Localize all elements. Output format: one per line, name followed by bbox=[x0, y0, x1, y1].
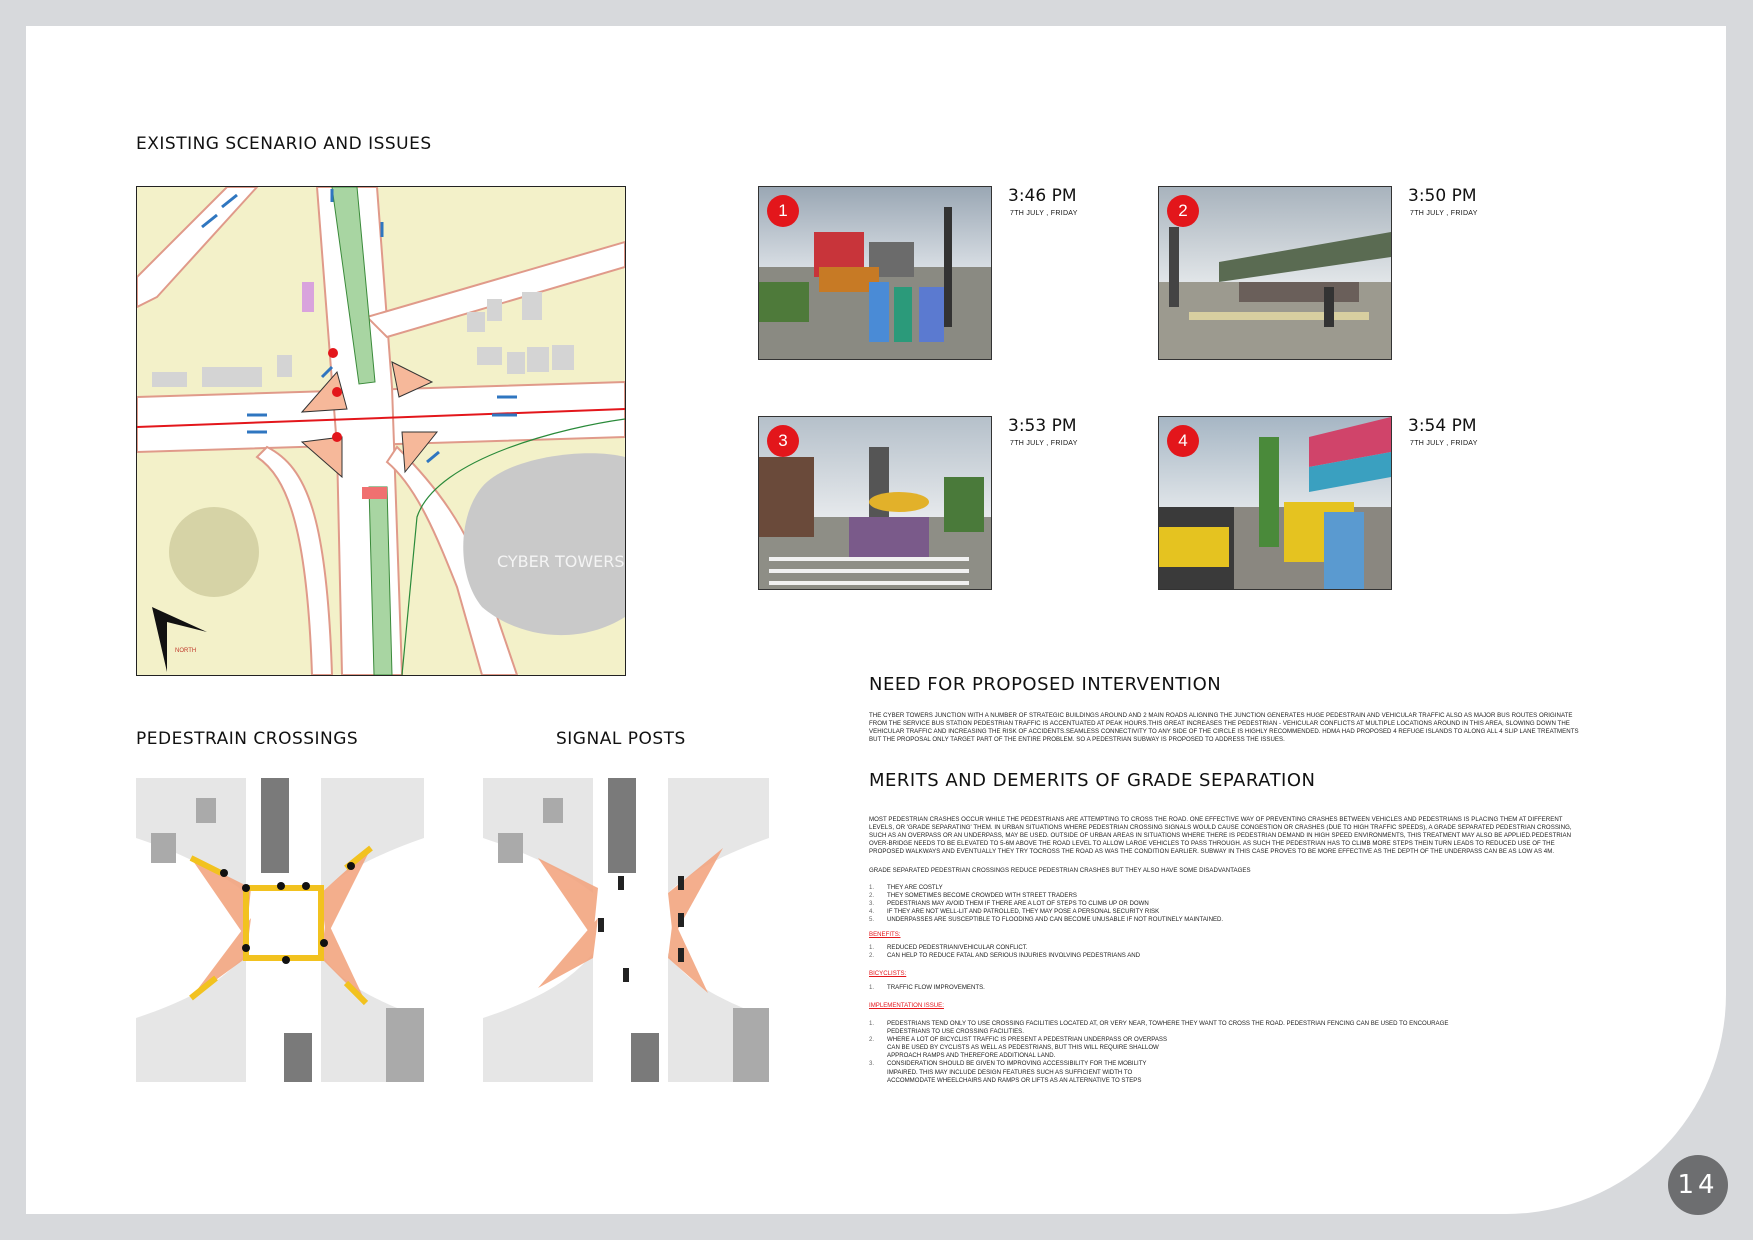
list-item: 1. REDUCED PEDESTRIAN/VEHICULAR CONFLICT. bbox=[869, 944, 1028, 951]
photo-number-badge: 2 bbox=[1167, 195, 1199, 227]
page-number: 14 bbox=[1668, 1155, 1728, 1215]
list-item: 1. TRAFFIC FLOW IMPROVEMENTS. bbox=[869, 984, 985, 991]
photo-2 bbox=[1158, 186, 1392, 360]
signal-posts-heading: SIGNAL POSTS bbox=[556, 729, 686, 749]
bicyclists-list bbox=[869, 984, 1584, 992]
pedestrian-crossings-diagram bbox=[136, 778, 424, 1082]
cyber-towers-label: CYBER TOWERS bbox=[497, 552, 625, 571]
photo-number-badge: 3 bbox=[767, 425, 799, 457]
list-item: 5. UNDERPASSES ARE SUSCEPTIBLE TO FLOODING AND CAN BECOME UNUSABLE IF NOT ROUTINELY MAINTAINED. bbox=[869, 916, 1224, 924]
north-label: NORTH bbox=[175, 648, 197, 654]
signal-posts-diagram bbox=[483, 778, 769, 1082]
implementation-list bbox=[869, 1020, 1469, 1085]
photo-3 bbox=[758, 416, 992, 590]
sheet bbox=[26, 26, 1726, 1214]
photo-2-time: 3:50 PM bbox=[1408, 186, 1477, 206]
existing-scenario-heading: EXISTING SCENARIO AND ISSUES bbox=[136, 134, 432, 154]
merits-paragraph: MOST PEDESTRIAN CRASHES OCCUR WHILE THE PEDESTRIANS ARE ATTEMPTING TO CROSS THE ROAD. ONE EFFECTIVE WAY OF PREVENTING CRASHES BETWEEN VEHICLES AND PEDESTRIANS IS PLACING THEM AT DIFFERENT LEVELS, OR 'GRADE SEPARATING' THEM. IN URBAN SITUATIONS WHERE PEDESTRIAN CROSSING SIGNALS WOULD CAUSE CONGESTION OR CRASHES (DUE TO HIGH TRAFFIC SPEEDS), A GRADE SEPARATED PEDESTRIAN CROSSING, SUCH AS AN OVERPASS OR AN UNDERPASS, MAY BE USED. OUTSIDE OF URBAN AREAS IN SITUATIONS WHERE THERE IS PEDESTRIAN DEMAND IN HIGH SPEED ENVIRONMENTS, THIS TREATMENT MAY ALSO BE APPLIED.PEDESTRIAN OVER-BRIDGE NEEDS TO BE ELEVATED TO 5-6M ABOVE THE ROAD LEVEL TO ALLOW LARGE VEHICLES TO PASS THROUGH. AS SUCH THE PEDESTRIAN HAS TO CLIMB MORE STEPS THEIN TURN LEADS TO REDUCED USE OF THE PROPOSED WALKWAYS AND EVENTUALLY THEY TRY TOCROSS THE ROAD AS WAS THE CONDITION EARLIER. SUBWAY IN THIS CASE PROVES TO BE MORE EFFECTIVE AS THE DEPTH OF THE UNDERPASS CAN BE AS LOW AS 4M. bbox=[869, 816, 1572, 856]
photo-2-date: 7TH JULY , FRIDAY bbox=[1410, 210, 1478, 217]
photo-1 bbox=[758, 186, 992, 360]
photo-number-badge: 1 bbox=[767, 195, 799, 227]
need-paragraph: THE CYBER TOWERS JUNCTION WITH A NUMBER OF STRATEGIC BUILDINGS AROUND AND 2 MAIN ROADS ALIGNING THE JUNCTION GENERATES HUGE PEDESTRAIN AND VEHICULAR TRAFFIC ALSO AS MAJOR BUS ROUTES ORIGINATE FROM THE SERVICE BUS STATION PEDESTRIAN TRAFFIC IS ACCENTUATED AT PEAK HOURS.THIS GREAT INCREASES THE PEDESTRIAN - VEHICULAR CONFLICTS AT MULTIPLE LOCATIONS AROUND IN THIS AREA, SLOWING DOWN THE VEHICULAR TRAFFIC AND INCREASING THE RISK OF ACCIDENTS.SEAMLESS CONNECTIVITY TO ANY SIDE OF THE CIRCLE IS HIGHLY RECOMMENDED. HDMA HAD PROPOSED 4 REFUGE ISLANDS TO ALONG ALL 4 SLIP LANE TREATMENTS BUT THE PROPOSAL ONLY TARGET PART OF THE ENTIRE PROBLEM. SO A PEDESTRIAN SUBWAY IS PROPOSED TO ADDRESS THE ISSUES. bbox=[869, 712, 1579, 744]
photo-4-time: 3:54 PM bbox=[1408, 416, 1477, 436]
list-item: 1. THEY ARE COSTLY bbox=[869, 884, 943, 891]
photo-4 bbox=[1158, 416, 1392, 590]
photo-number-badge: 4 bbox=[1167, 425, 1199, 457]
photo-4-date: 7TH JULY , FRIDAY bbox=[1410, 440, 1478, 447]
bicyclists-label: BICYCLISTS: bbox=[869, 970, 907, 977]
list-item: 4. IF THEY ARE NOT WELL-LIT AND PATROLLED, THEY MAY POSE A PERSONAL SECURITY RISK bbox=[869, 908, 1160, 916]
disadvantages-intro: GRADE SEPARATED PEDESTRIAN CROSSINGS REDUCE PEDESTRIAN CRASHES BUT THEY ALSO HAVE SOME DISADVANTAGES bbox=[869, 867, 1251, 874]
list-item: 2. CAN HELP TO REDUCE FATAL AND SERIOUS INJURIES INVOLVING PEDESTRIANS AND bbox=[869, 952, 1141, 960]
photo-3-time: 3:53 PM bbox=[1008, 416, 1077, 436]
list-item: 2. WHERE A LOT OF BICYCLIST TRAFFIC IS PRESENT A PEDESTRIAN UNDERPASS OR OVERPASS CAN BE USED BY CYCLISTS AS WELL AS PEDESTRIANS, BUT THIS WILL REQUIRE SHALLOW APPROACH RAMPS AND THEREFORE ADDITIONAL LAND. bbox=[869, 1036, 1168, 1060]
merits-heading: MERITS AND DEMERITS OF GRADE SEPARATION bbox=[869, 770, 1316, 791]
need-heading: NEED FOR PROPOSED INTERVENTION bbox=[869, 674, 1222, 695]
list-item: 2. THEY SOMETIMES BECOME CROWDED WITH STREET TRADERS bbox=[869, 892, 1077, 900]
photo-3-date: 7TH JULY , FRIDAY bbox=[1010, 440, 1078, 447]
junction-map bbox=[136, 186, 626, 676]
pedestrian-crossings-heading: PEDESTRAIN CROSSINGS bbox=[136, 729, 359, 749]
photo-1-time: 3:46 PM bbox=[1008, 186, 1077, 206]
list-item: 1. PEDESTRIANS TEND ONLY TO USE CROSSING FACILITIES LOCATED AT, OR VERY NEAR, TOWHERE THEY WANT TO CROSS THE ROAD. PEDESTRIAN FENCING CAN BE USED TO ENCOURAGE PEDESTRIANS TO USE CROSSING FACILITIES. bbox=[869, 1020, 1449, 1036]
list-item: 3. PEDESTRIANS MAY AVOID THEM IF THERE ARE A LOT OF STEPS TO CLIMB UP OR DOWN bbox=[869, 900, 1149, 908]
list-item: 3. CONSIDERATION SHOULD BE GIVEN TO IMPROVING ACCESSIBILITY FOR THE MOBILITY IMPAIRED. THIS MAY INCLUDE DESIGN FEATURES SUCH AS SUFFICIENT WIDTH TO ACCOMMODATE WHEELCHAIRS AND RAMPS OR LIFTS AS AN ALTERNATIVE TO STEPS bbox=[869, 1060, 1147, 1084]
photo-1-date: 7TH JULY , FRIDAY bbox=[1010, 210, 1078, 217]
implementation-label: IMPLEMENTATION ISSUE: bbox=[869, 1002, 944, 1009]
disadvantages-list bbox=[869, 884, 1584, 924]
benefits-list bbox=[869, 944, 1584, 960]
benefits-label: BENEFITS: bbox=[869, 931, 901, 938]
